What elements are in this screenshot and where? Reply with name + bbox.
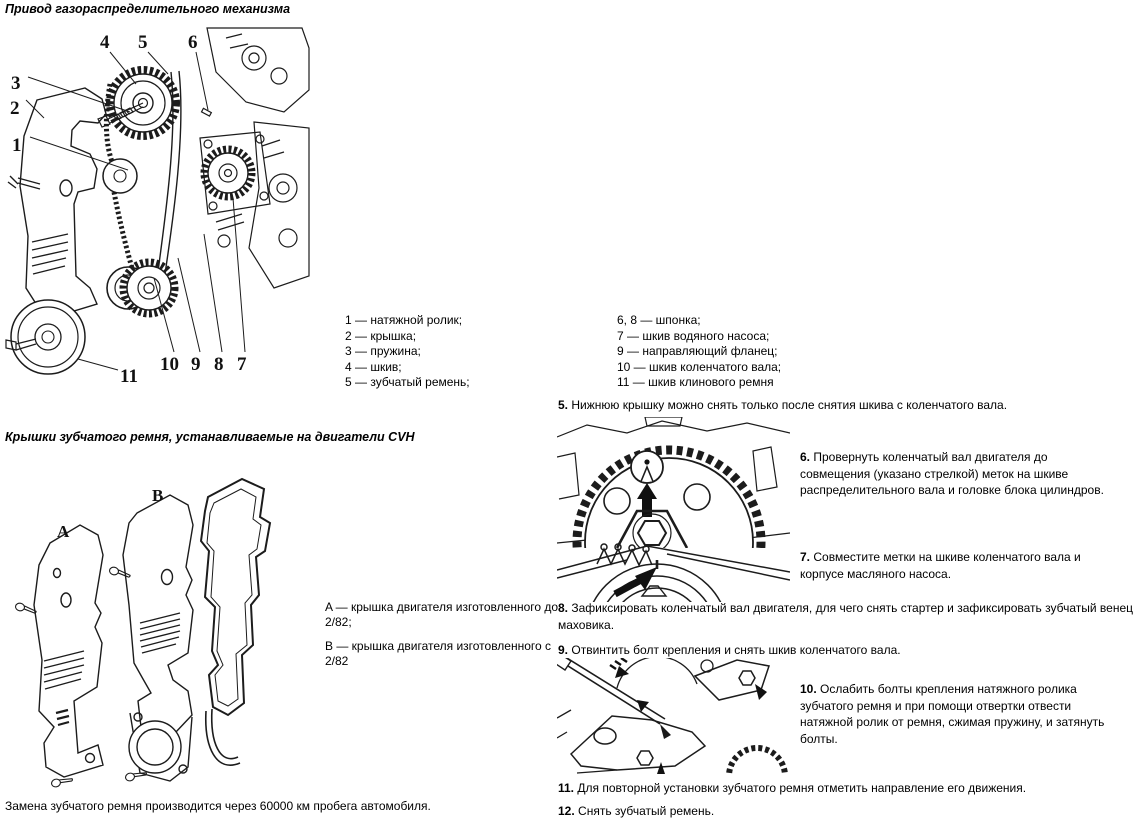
- legend-item: 10 — шкив коленчатого вала;: [617, 359, 782, 374]
- step-text: Совместите метки на шкиве коленчатого вала и корпусе масляного насоса.: [800, 550, 1081, 581]
- tensioner-bracket: [571, 660, 785, 775]
- camshaft-mark-figure: [557, 417, 790, 548]
- callout-8: 8: [214, 354, 224, 375]
- callout-9: 9: [191, 354, 201, 375]
- step-text: Нижнюю крышку можно снять только после снятия шкива с коленчатого вала.: [571, 398, 1008, 412]
- legend-item: 11 — шкив клинового ремня: [617, 375, 774, 389]
- teeth-row: [597, 544, 652, 565]
- step-11: [558, 780, 1136, 797]
- step-number: 7.: [800, 550, 811, 564]
- step-number: 10.: [800, 682, 817, 696]
- callout-3: 3: [11, 73, 21, 94]
- screwdriver: [557, 658, 671, 739]
- timing-cover-shape: [8, 88, 106, 314]
- tensioner-roller: [103, 159, 137, 193]
- callout-4: 4: [100, 32, 110, 53]
- step-text: Ослабить болты крепления натяжного ролика зубчатого ремня и при помощи отвертки отвести натяжной ролик от ремня, сжимая пружину, и затянуть болты.: [800, 682, 1105, 746]
- step-text: Для повторной установки зубчатого ремня отметить направление его движения.: [577, 781, 1027, 795]
- crankshaft-mark-figure: [557, 540, 790, 602]
- step-12: [558, 803, 1136, 820]
- tensioner-release-figure: [557, 658, 790, 775]
- step-5: [558, 397, 1136, 414]
- callout-5: 5: [138, 32, 148, 53]
- callout-1: 1: [12, 135, 22, 156]
- callout-2: 2: [10, 98, 20, 119]
- section-title-timing-drive: Привод газораспределительного механизма: [5, 2, 291, 16]
- callout-6: 6: [188, 32, 198, 53]
- step-text: Провернуть коленчатый вал двигателя до совмещения (указано стрелкой) меток на шкиве распределительного вала и головке блока цилиндров.: [800, 450, 1104, 497]
- mark-arrow: [615, 567, 657, 594]
- legend-item: 6, 8 — шпонка;: [617, 313, 701, 327]
- pump-body-edges: [557, 546, 790, 580]
- callout-11: 11: [120, 366, 138, 386]
- timing-drive-figure: [2, 26, 310, 386]
- legend-item: 4 — шкив;: [345, 359, 402, 374]
- gasket-outline: [201, 479, 270, 765]
- covers-note-a: A — крышка двигателя изготовленного до 2/82;: [325, 600, 559, 629]
- camshaft-sprocket-closeup: [577, 450, 761, 548]
- parts-legend-col1: [345, 313, 470, 391]
- cover-a-shape: [34, 525, 103, 777]
- callout-7: 7: [237, 354, 247, 375]
- legend-item: 3 — пружина;: [345, 344, 421, 358]
- belt-covers-figure: [2, 455, 327, 795]
- crankshaft-sprocket: [107, 262, 175, 314]
- camshaft-sprocket: [98, 70, 211, 136]
- step-text: Зафиксировать коленчатый вал двигателя, для чего снять стартер и зафиксировать зубчатый венец маховика.: [558, 601, 1134, 632]
- step-number: 9.: [558, 643, 569, 657]
- step-text: Отвинтить болт крепления и снять шкив коленчатого вала.: [571, 643, 901, 657]
- cover-b-label: B: [152, 486, 164, 505]
- step-9: [558, 642, 1136, 659]
- step-7: [800, 549, 1118, 582]
- cover-a-label: A: [57, 522, 70, 541]
- covers-note-b: B — крышка двигателя изготовленного с 2/82: [325, 639, 552, 668]
- step-10: [800, 681, 1118, 747]
- step-text: Снять зубчатый ремень.: [578, 804, 715, 818]
- step-number: 12.: [558, 804, 575, 818]
- legend-item: 7 — шкив водяного насоса;: [617, 328, 770, 343]
- step-8: [558, 600, 1136, 633]
- pulley-arcs: [585, 560, 729, 602]
- section-title-belt-covers: Крышки зубчатого ремня, устанавливаемые на двигатели CVH: [5, 430, 415, 444]
- step-number: 8.: [558, 601, 569, 615]
- callout-10: 10: [160, 354, 179, 375]
- step-number: 6.: [800, 450, 811, 464]
- water-pump-sprocket: [204, 149, 252, 247]
- legend-item: 5 — зубчатый ремень;: [345, 375, 470, 389]
- step-number: 5.: [558, 398, 569, 412]
- replacement-interval-note: Замена зубчатого ремня производится через 60000 км пробега автомобиля.: [5, 799, 431, 813]
- legend-item: 2 — крышка;: [345, 328, 417, 343]
- vbelt-pulley: [6, 300, 85, 374]
- cover-b-shape: [123, 495, 193, 781]
- legend-item: 9 — направляющий фланец;: [617, 344, 778, 358]
- parts-legend-col2: [617, 313, 781, 391]
- step-6: [800, 449, 1118, 499]
- step-number: 11.: [558, 781, 575, 795]
- legend-item: 1 — натяжной ролик;: [345, 313, 463, 327]
